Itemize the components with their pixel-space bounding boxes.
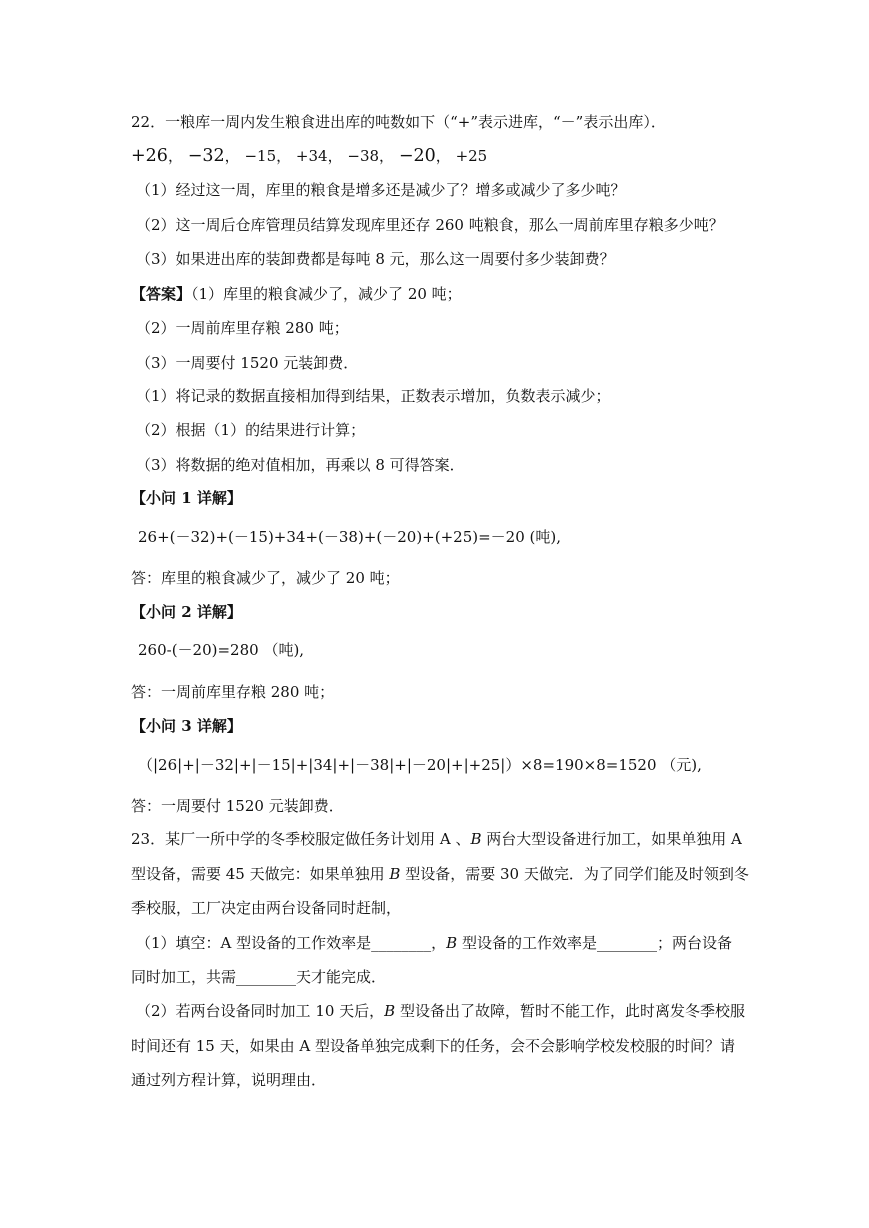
q23-line7: 时间还有 15 天，如果由 A 型设备单独完成剩下的任务，会不会影响学校发校服的时间？请	[131, 1037, 735, 1055]
sep: ，	[327, 147, 343, 165]
q22-answer-line2: （2）一周前库里存粮 280 吨；	[136, 319, 349, 337]
q22-hint1: （1）将记录的数据直接相加得到结果，正数表示增加，负数表示减少；	[136, 387, 611, 405]
q22-answer-line1	[131, 284, 462, 304]
q22-sub2: （2）这一周后仓库管理员结算发现库里还存 260 吨粮食，那么一周前库里存粮多少吨？	[136, 216, 724, 234]
num-1: +26	[131, 146, 168, 166]
text: 型设备，需要 45 天做完：如果单独用	[131, 865, 390, 883]
q22-statement: 22．一粮库一周内发生粮食进出库的吨数如下（“+”表示进库，“－”表示出库）．	[131, 113, 666, 131]
q23-line8: 通过列方程计算，说明理由．	[131, 1071, 327, 1089]
detail1-formula: 26+(－32)+(－15)+34+(－38)+(－20)+(+25)=－20 (吨),	[138, 528, 562, 546]
num-7: +25	[455, 147, 488, 165]
q23-line4	[136, 933, 732, 953]
detail3-answer: 答：一周要付 1520 元装卸费．	[131, 797, 344, 815]
text: 型设备，需要 30 天做完．为了同学们能及时领到冬	[400, 865, 749, 883]
num-4: +34	[295, 147, 328, 165]
var-b: B	[446, 934, 458, 952]
var-b: B	[470, 830, 482, 848]
q23-line3: 季校服，工厂决定由两台设备同时赶制，	[131, 899, 402, 917]
q22-hint2: （2）根据（1）的结果进行计算；	[136, 421, 366, 439]
answer-text: （1）库里的粮食减少了，减少了 20 吨；	[191, 285, 462, 303]
num-3: −15	[244, 147, 277, 165]
q22-sub3: （3）如果进出库的装卸费都是每吨 8 元，那么这一周要付多少装卸费？	[136, 250, 615, 268]
sep: ，	[167, 147, 183, 165]
text: （2）若两台设备同时加工 10 天后，	[136, 1002, 385, 1020]
q23-line2	[131, 864, 749, 884]
text: 两台大型设备进行加工，如果单独用 A	[481, 830, 742, 848]
answer-label: 【答案】	[131, 285, 192, 303]
text: 型设备的工作效率是________；两台设备	[457, 934, 732, 952]
detail1-title: 【小问 1 详解】	[131, 489, 242, 507]
text: 23．某厂一所中学的冬季校服定做任务计划用 A 、	[131, 830, 471, 848]
var-b: B	[389, 865, 401, 883]
detail3-title: 【小问 3 详解】	[131, 717, 242, 735]
text: （1）填空：A 型设备的工作效率是________，	[136, 934, 447, 952]
sep: ，	[224, 147, 240, 165]
num-2: −32	[187, 146, 225, 166]
q23-line6	[136, 1001, 745, 1021]
detail1-answer: 答：库里的粮食减少了，减少了 20 吨；	[131, 569, 400, 587]
detail2-answer: 答：一周前库里存粮 280 吨；	[131, 683, 335, 701]
sep: ，	[435, 147, 451, 165]
q23-line5: 同时加工，共需________天才能完成．	[131, 968, 387, 986]
q22-sub1: （1）经过这一周，库里的粮食是增多还是减少了？增多或减少了多少吨？	[136, 181, 626, 199]
sep: ，	[276, 147, 292, 165]
q23-line1	[131, 829, 742, 849]
sep: ，	[379, 147, 395, 165]
q22-numbers	[131, 146, 487, 166]
num-5: −38	[347, 147, 380, 165]
detail2-title: 【小问 2 详解】	[131, 603, 242, 621]
var-b: B	[384, 1002, 396, 1020]
q22-answer-line3: （3）一周要付 1520 元装卸费．	[136, 354, 359, 372]
detail3-formula: （|26|+|－32|+|－15|+|34|+|－38|+|－20|+|+25|）×8=190×8=1520 （元),	[138, 756, 702, 774]
text: 型设备出了故障，暂时不能工作，此时离发冬季校服	[395, 1002, 745, 1020]
q22-hint3: （3）将数据的绝对值相加，再乘以 8 可得答案．	[136, 456, 465, 474]
num-6: −20	[398, 146, 436, 166]
detail2-formula: 260-(－20)=280 （吨),	[138, 641, 305, 659]
